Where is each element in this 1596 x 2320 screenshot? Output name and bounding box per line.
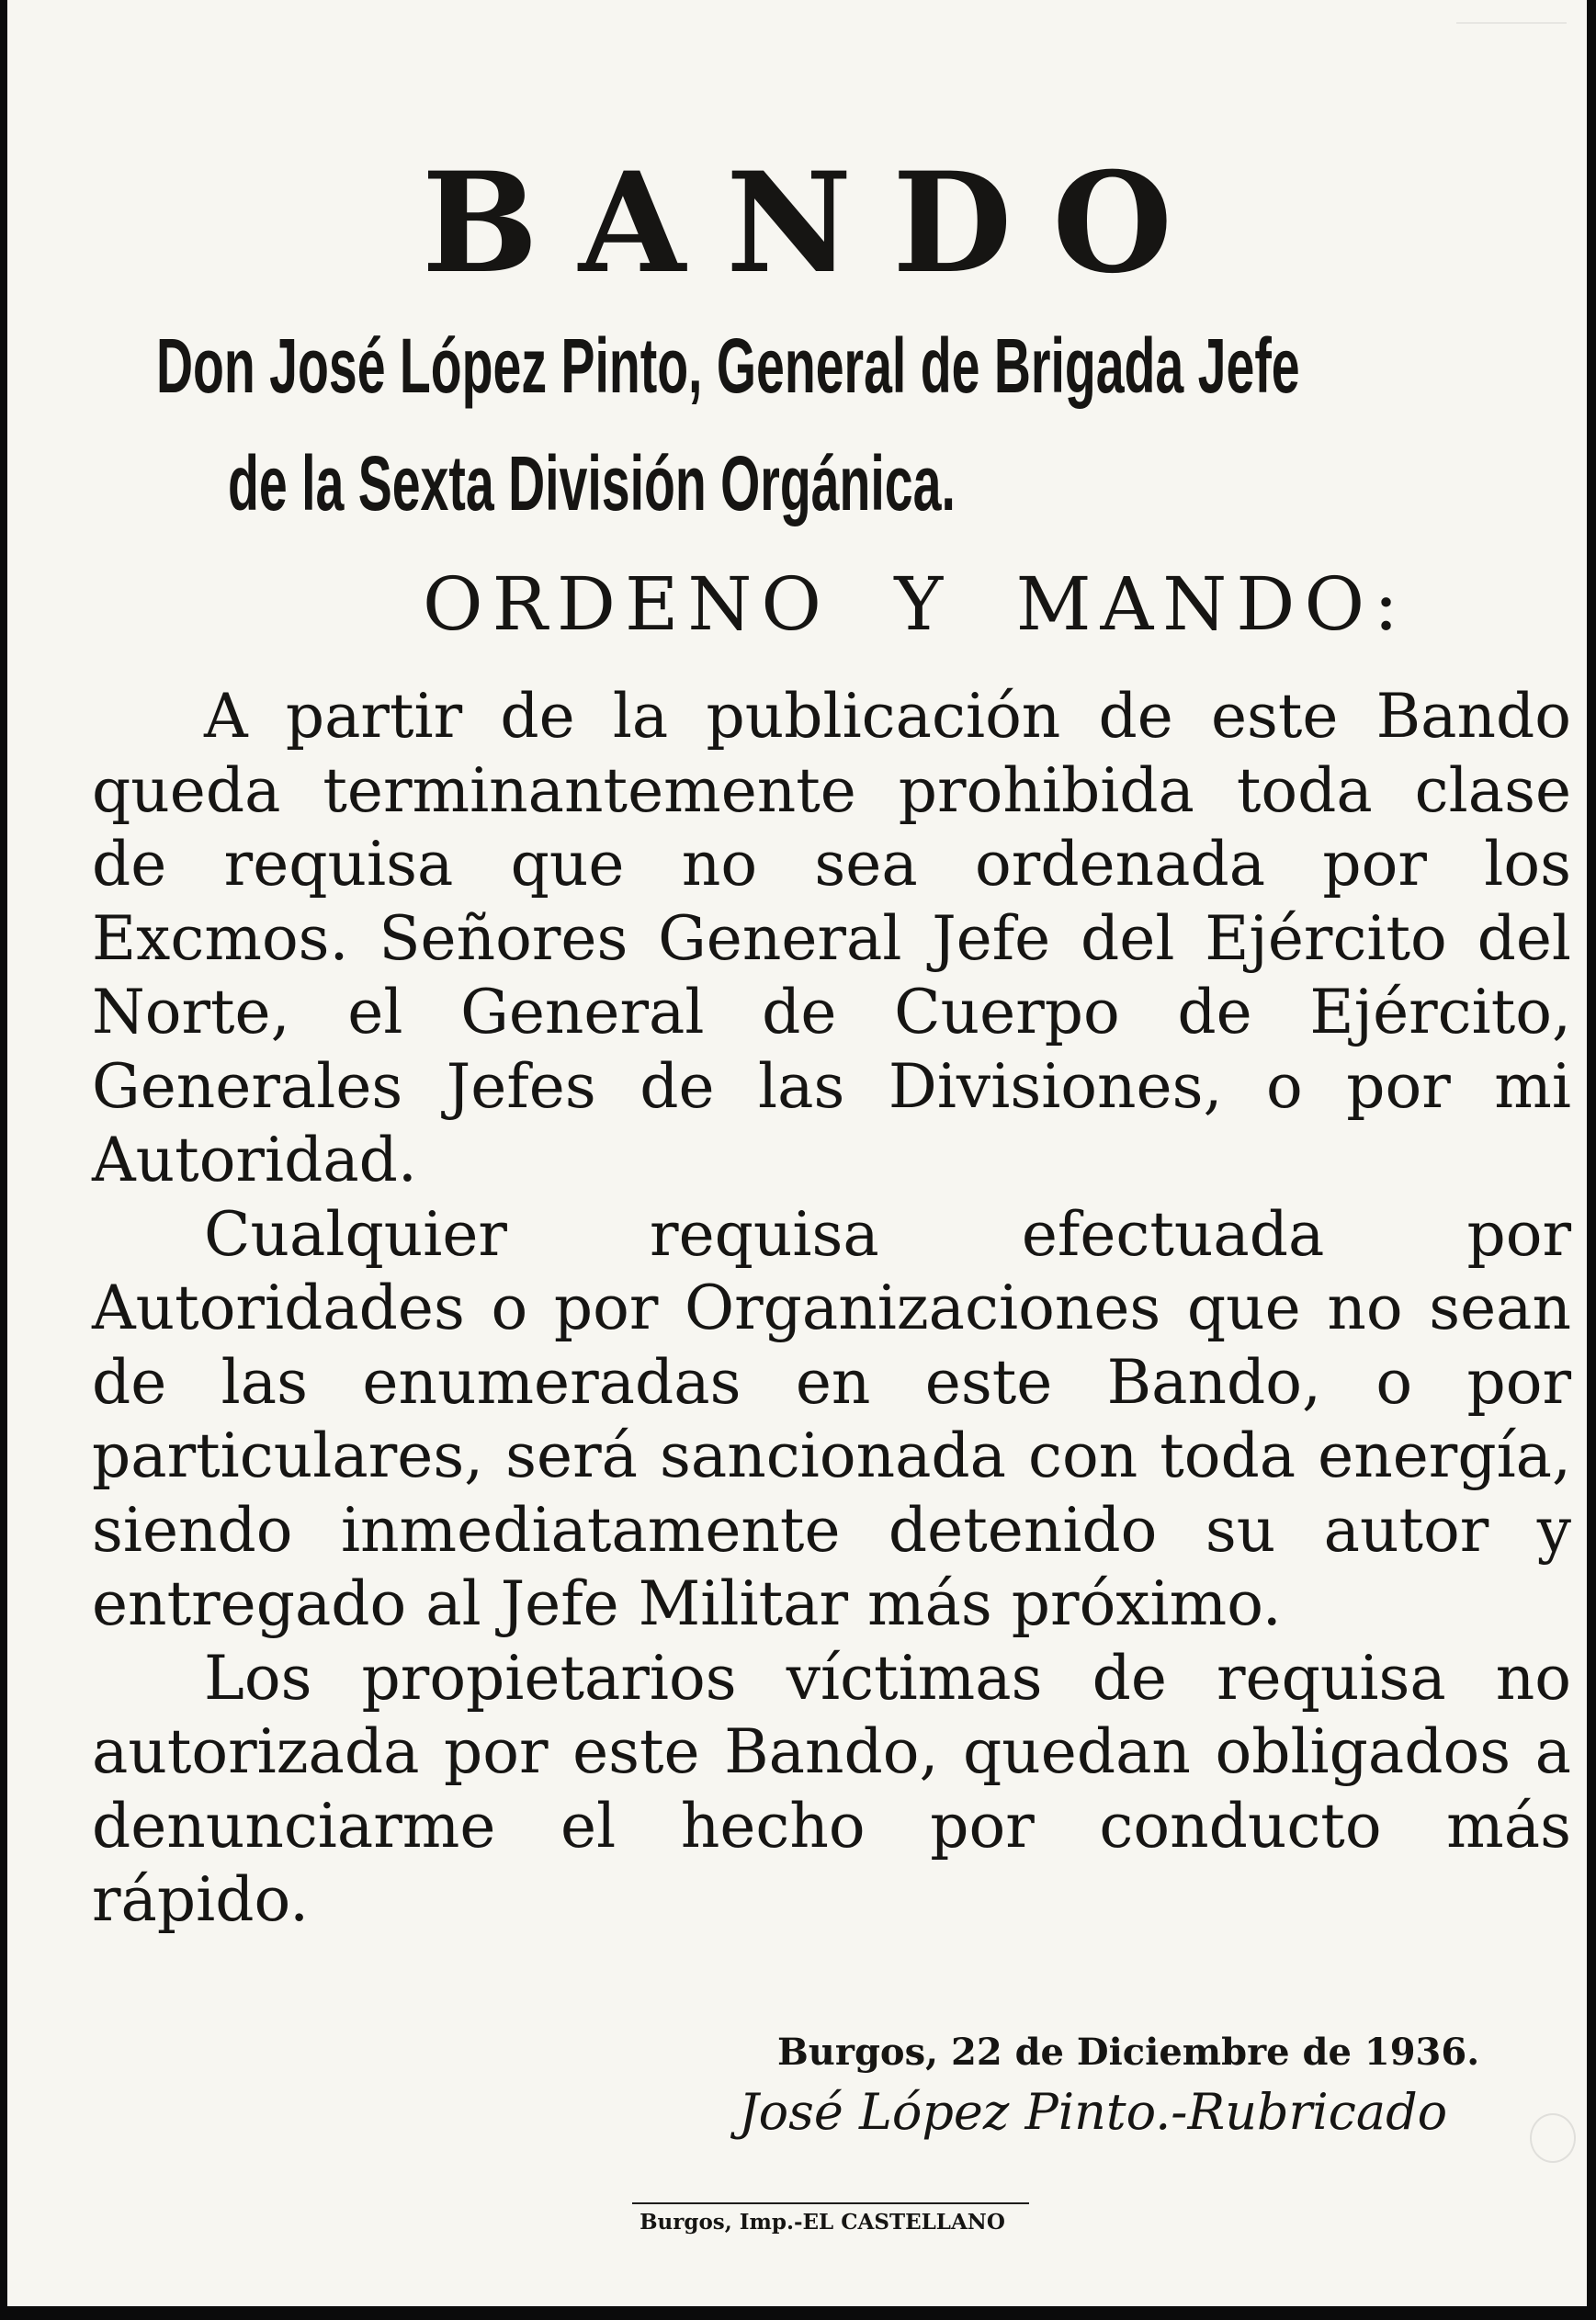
poster-title: BANDO bbox=[421, 142, 1213, 304]
subtitle-line-1: Don José López Pinto, General de Brigada Jefe bbox=[156, 323, 1300, 409]
paragraph-1: A partir de la publicación de este Bando queda terminantemente prohibida toda clase de requisa que no sea ordenada por los Excmos. Señores General Jefe del Ejército del Norte, el General de Cuerpo de Ejército, Generales Jefes de las Divisiones, o por mi Autoridad. bbox=[92, 681, 1571, 1195]
bando-body bbox=[92, 680, 1571, 1938]
printer-divider bbox=[632, 2202, 1029, 2204]
subtitle-line-2: de la Sexta División Orgánica. bbox=[228, 440, 956, 526]
date-line: Burgos, 22 de Diciembre de 1936. bbox=[777, 2031, 1480, 2074]
paragraph-3: Los propietarios víctimas de requisa no autorizada por este Bando, quedan obligados a denunciarme el hecho por conducto más rápido. bbox=[92, 1642, 1571, 1935]
poster-sheet bbox=[7, 0, 1587, 2306]
order-heading: ORDENO Y MANDO: bbox=[423, 561, 1408, 647]
stamp-mark bbox=[1530, 2113, 1576, 2163]
signature-line: José López Pinto.-Rubricado bbox=[739, 2083, 1448, 2141]
corner-mark bbox=[1456, 2, 1567, 24]
printer-credit: Burgos, Imp.-EL CASTELLANO bbox=[640, 2210, 1005, 2235]
paragraph-2: Cualquier requisa efectuada por Autoridades o por Organizaciones que no sean de las enumeradas en este Bando, o por particulares, será sancionada con toda energía, siendo inmediatamente detenido su autor y entregado al Jefe Militar más próximo. bbox=[92, 1198, 1571, 1639]
